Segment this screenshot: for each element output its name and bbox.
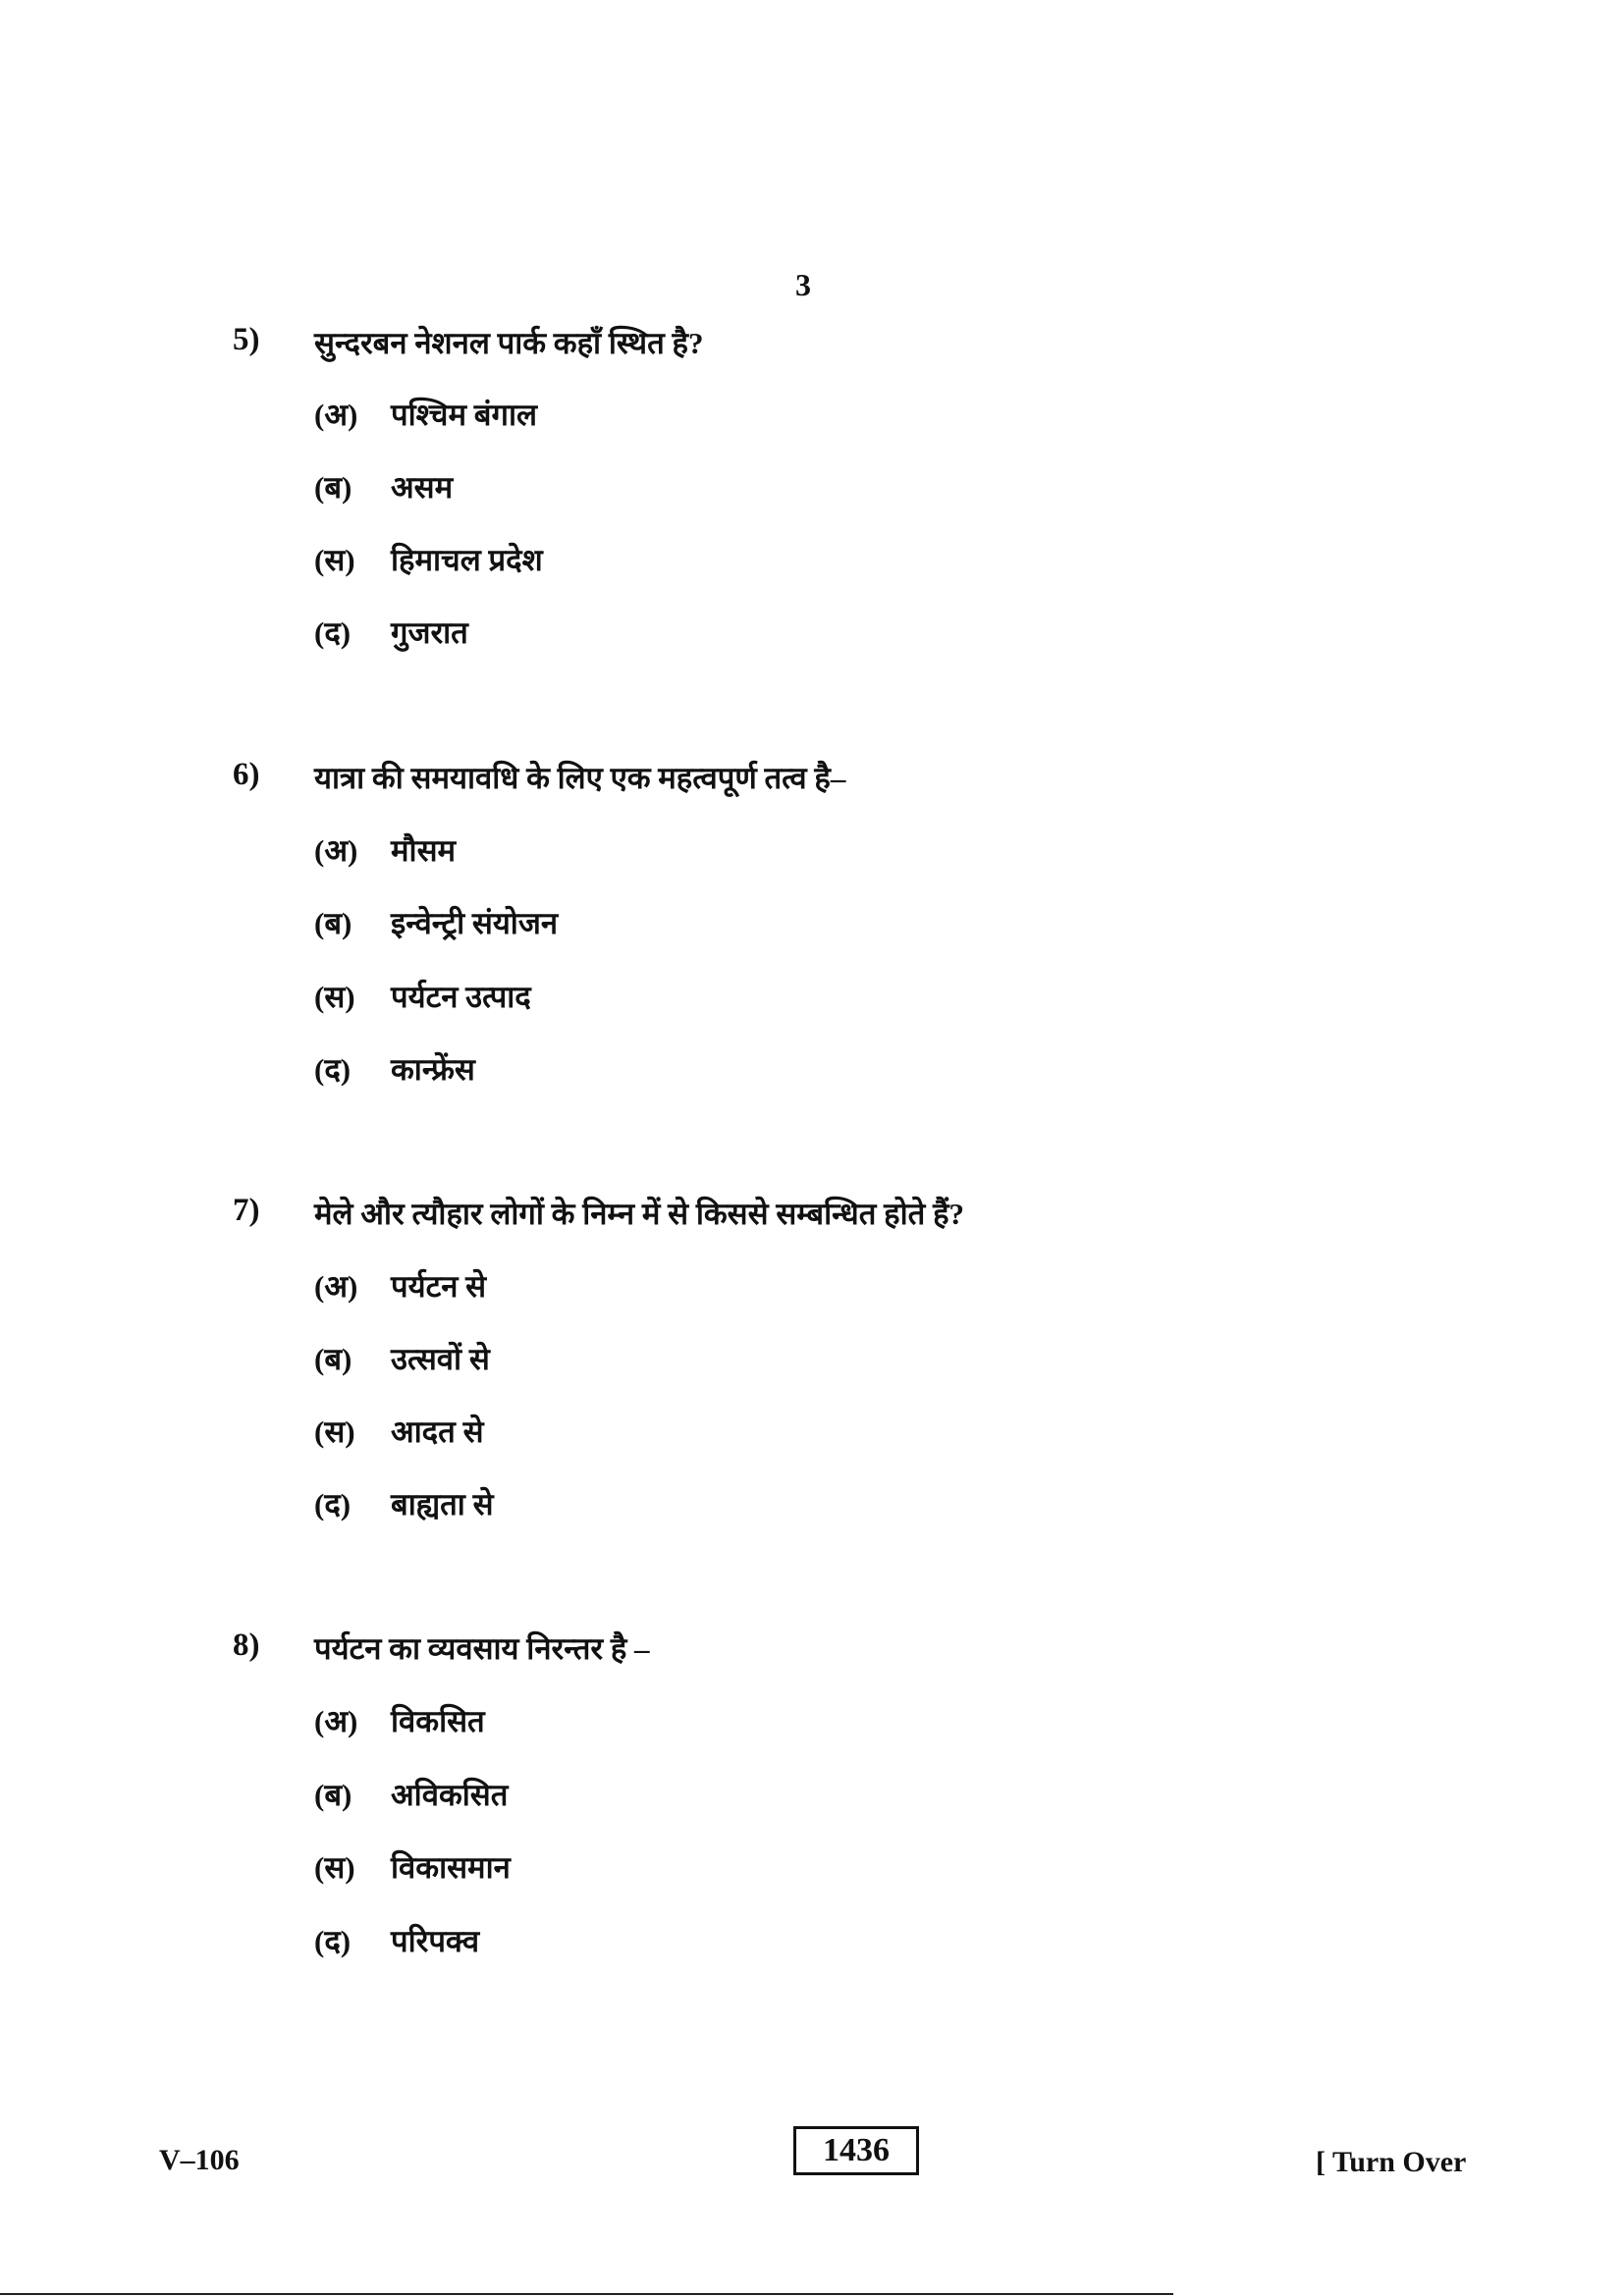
option-text: विकसित: [391, 1704, 485, 1738]
page-number: 3: [795, 267, 811, 302]
option-label: (अ): [314, 398, 358, 432]
option-text: उत्सवों से: [391, 1342, 490, 1376]
question-text: मेले और त्यौहार लोगों के निम्न में से किससे सम्बन्धित होते हैं?: [314, 1197, 965, 1231]
question-number: 6): [233, 757, 260, 792]
question-text: पर्यटन का व्यवसाय निरन्तर है –: [314, 1631, 650, 1666]
option-label: (ब): [314, 1342, 352, 1376]
option-text: बाह्यता से: [391, 1487, 494, 1522]
option-label: (ब): [314, 470, 352, 505]
option-text: कान्फ्रेंस: [391, 1052, 475, 1087]
option-label: (स): [314, 1850, 355, 1885]
option-text: पर्यटन से: [391, 1269, 487, 1304]
option-text: गुजरात: [391, 615, 468, 650]
boxed-page-code: 1436: [793, 2126, 919, 2175]
option-label: (अ): [314, 1269, 358, 1304]
option-label: (ब): [314, 906, 352, 940]
option-text: अविकसित: [391, 1778, 509, 1812]
question-number: 5): [233, 322, 260, 357]
option-text: असम: [391, 470, 454, 505]
option-text: परिपक्व: [391, 1924, 480, 1958]
paper-code: V–106: [159, 2144, 240, 2176]
option-label: (अ): [314, 1704, 358, 1738]
option-text: पर्यटन उत्पाद: [391, 980, 531, 1014]
option-label: (ब): [314, 1778, 352, 1812]
option-label: (स): [314, 543, 355, 577]
option-text: मौसम: [391, 833, 457, 868]
option-label: (स): [314, 980, 355, 1014]
option-label: (द): [314, 1487, 352, 1522]
turn-over-label: [ Turn Over: [1316, 2146, 1467, 2178]
option-text: हिमाचल प्रदेश: [391, 543, 543, 577]
question-number: 8): [233, 1628, 260, 1663]
option-text: आदत से: [391, 1415, 484, 1449]
bottom-divider: [0, 2293, 1173, 2295]
option-text: विकासमान: [391, 1850, 511, 1885]
option-text: इन्वेन्ट्री संयोजन: [391, 906, 559, 940]
option-label: (द): [314, 1924, 352, 1958]
option-text: पश्चिम बंगाल: [391, 398, 537, 432]
question-number: 7): [233, 1193, 260, 1228]
question-text: यात्रा की समयावधि के लिए एक महत्वपूर्ण तत्व है–: [314, 761, 846, 795]
question-text: सुन्दरबन नेशनल पार्क कहाँ स्थित है?: [314, 326, 704, 360]
option-label: (अ): [314, 833, 358, 868]
option-label: (द): [314, 1052, 352, 1087]
option-label: (स): [314, 1415, 355, 1449]
option-label: (द): [314, 615, 352, 650]
